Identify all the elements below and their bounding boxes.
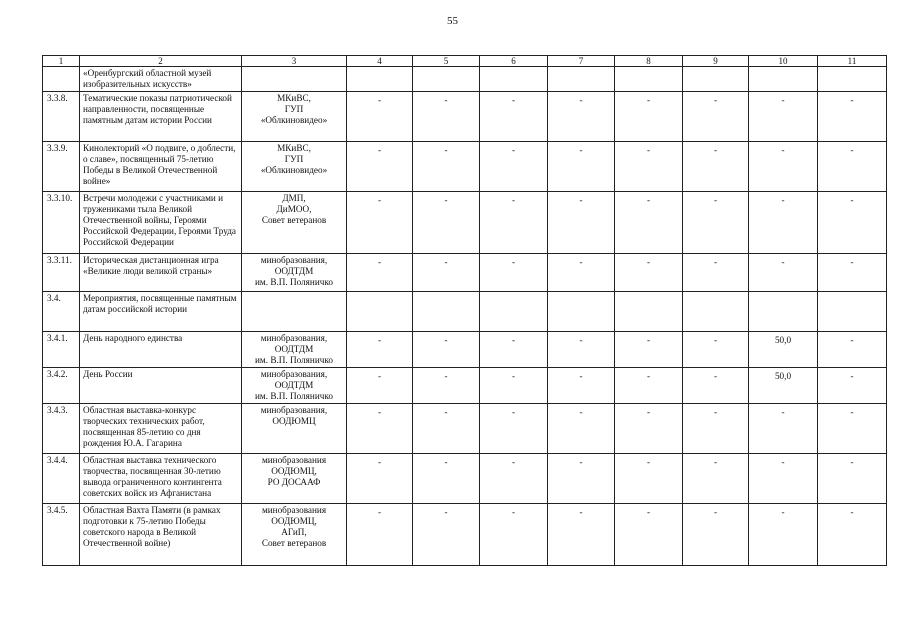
value-col-6: - bbox=[480, 332, 548, 368]
responsible: МКиВС, ГУП «Облкиновидео» bbox=[242, 142, 347, 192]
value-col-9: - bbox=[683, 404, 749, 454]
value-col-11: - bbox=[818, 254, 887, 292]
value-col-10: - bbox=[749, 404, 818, 454]
responsible: МКиВС, ГУП «Облкиновидео» bbox=[242, 92, 347, 142]
value-col-7: - bbox=[548, 368, 615, 404]
value-col-6: - bbox=[480, 454, 548, 504]
value-col-7 bbox=[548, 67, 615, 92]
event-name: «Оренбургский областной музей изобразительных искусств» bbox=[80, 67, 242, 92]
value-col-7: - bbox=[548, 192, 615, 254]
value-col-10: 50,0 bbox=[749, 332, 818, 368]
row-number: 3.4.3. bbox=[43, 404, 80, 454]
value-col-10: - bbox=[749, 92, 818, 142]
responsible: минобразования, ООДТДМ им. В.П. Поляничко bbox=[242, 254, 347, 292]
value-col-6: - bbox=[480, 142, 548, 192]
value-col-8: - bbox=[615, 142, 683, 192]
value-col-9: - bbox=[683, 504, 749, 566]
row-number: 3.4.2. bbox=[43, 368, 80, 404]
header-col-2: 2 bbox=[80, 56, 242, 67]
header-col-9: 9 bbox=[683, 56, 749, 67]
value-col-8: - bbox=[615, 404, 683, 454]
value-col-4: - bbox=[347, 454, 413, 504]
value-col-11: - bbox=[818, 192, 887, 254]
value-col-7: - bbox=[548, 454, 615, 504]
value-col-11 bbox=[818, 67, 887, 92]
event-name: Областная Вахта Памяти (в рамках подготовки к 75-летию Победы советского народа в Великой Отечественной войне) bbox=[80, 504, 242, 566]
table-row bbox=[43, 254, 887, 292]
event-name: Мероприятия, посвященные памятным датам российской истории bbox=[80, 292, 242, 332]
value-col-5 bbox=[413, 292, 480, 332]
row-number: 3.3.11. bbox=[43, 254, 80, 292]
responsible bbox=[242, 67, 347, 92]
event-name: Областная выставка технического творчества, посвященная 30-летию вывода ограниченного контингента советских войск из Афганистана bbox=[80, 454, 242, 504]
responsible: минобразования, ООДЮМЦ bbox=[242, 404, 347, 454]
value-col-10: 50,0 bbox=[749, 368, 818, 404]
value-col-5: - bbox=[413, 192, 480, 254]
value-col-10: - bbox=[749, 454, 818, 504]
page-number: 55 bbox=[447, 15, 458, 27]
table-row bbox=[43, 454, 887, 504]
value-col-8: - bbox=[615, 368, 683, 404]
table-row bbox=[43, 404, 887, 454]
value-col-4: - bbox=[347, 192, 413, 254]
row-number: 3.3.9. bbox=[43, 142, 80, 192]
value-col-7: - bbox=[548, 404, 615, 454]
header-col-7: 7 bbox=[548, 56, 615, 67]
value-col-9: - bbox=[683, 332, 749, 368]
value-col-8: - bbox=[615, 192, 683, 254]
responsible: минобразования, ООДТДМ им. В.П. Поляничко bbox=[242, 368, 347, 404]
value-col-8 bbox=[615, 67, 683, 92]
value-col-9: - bbox=[683, 192, 749, 254]
responsible: минобразования, ООДТДМ им. В.П. Поляничко bbox=[242, 332, 347, 368]
table-row bbox=[43, 192, 887, 254]
responsible: ДМП, ДиМОО, Совет ветеранов bbox=[242, 192, 347, 254]
value-col-5: - bbox=[413, 332, 480, 368]
event-name: Историческая дистанционная игра «Великие люди великой страны» bbox=[80, 254, 242, 292]
value-col-7: - bbox=[548, 504, 615, 566]
value-col-5: - bbox=[413, 92, 480, 142]
value-col-10: - bbox=[749, 192, 818, 254]
header-col-5: 5 bbox=[413, 56, 480, 67]
table-row bbox=[43, 92, 887, 142]
value-col-11 bbox=[818, 292, 887, 332]
header-col-8: 8 bbox=[615, 56, 683, 67]
responsible bbox=[242, 292, 347, 332]
row-number: 3.4.5. bbox=[43, 504, 80, 566]
table-row bbox=[43, 332, 887, 368]
value-col-9 bbox=[683, 292, 749, 332]
table-row bbox=[43, 292, 887, 332]
value-col-10: - bbox=[749, 504, 818, 566]
table-row bbox=[43, 67, 887, 92]
header-col-6: 6 bbox=[480, 56, 548, 67]
value-col-4: - bbox=[347, 368, 413, 404]
header-row bbox=[43, 56, 887, 67]
value-col-5: - bbox=[413, 254, 480, 292]
value-col-5: - bbox=[413, 404, 480, 454]
event-name: Встречи молодежи с участниками и тружениками тыла Великой Отечественной войны, Героями Российской Федерации, Героями Труда Российской Федерации bbox=[80, 192, 242, 254]
value-col-7 bbox=[548, 292, 615, 332]
row-number: 3.4.4. bbox=[43, 454, 80, 504]
value-col-9: - bbox=[683, 254, 749, 292]
row-number bbox=[43, 67, 80, 92]
value-col-8: - bbox=[615, 254, 683, 292]
table-row bbox=[43, 142, 887, 192]
table-row bbox=[43, 368, 887, 404]
value-col-9: - bbox=[683, 142, 749, 192]
value-col-8: - bbox=[615, 92, 683, 142]
value-col-5 bbox=[413, 67, 480, 92]
value-col-11: - bbox=[818, 368, 887, 404]
value-col-4: - bbox=[347, 92, 413, 142]
event-name: День народного единства bbox=[80, 332, 242, 368]
event-name: Кинолекторий «О подвиге, о доблести, о славе», посвященный 75-летию Победы в Великой Отечественной войне» bbox=[80, 142, 242, 192]
header-col-10: 10 bbox=[749, 56, 818, 67]
value-col-8: - bbox=[615, 332, 683, 368]
value-col-10: - bbox=[749, 254, 818, 292]
header-col-11: 11 bbox=[818, 56, 887, 67]
value-col-4: - bbox=[347, 332, 413, 368]
value-col-6: - bbox=[480, 192, 548, 254]
row-number: 3.4.1. bbox=[43, 332, 80, 368]
value-col-7: - bbox=[548, 332, 615, 368]
header-col-1: 1 bbox=[43, 56, 80, 67]
value-col-6: - bbox=[480, 254, 548, 292]
value-col-8: - bbox=[615, 504, 683, 566]
value-col-10 bbox=[749, 292, 818, 332]
value-col-11: - bbox=[818, 404, 887, 454]
value-col-5: - bbox=[413, 454, 480, 504]
value-col-6: - bbox=[480, 368, 548, 404]
responsible: минобразования ООДЮМЦ, РО ДОСААФ bbox=[242, 454, 347, 504]
value-col-11: - bbox=[818, 504, 887, 566]
event-name: День России bbox=[80, 368, 242, 404]
value-col-7: - bbox=[548, 254, 615, 292]
value-col-7: - bbox=[548, 142, 615, 192]
table-row bbox=[43, 504, 887, 566]
plan-table bbox=[42, 55, 887, 566]
value-col-5: - bbox=[413, 142, 480, 192]
value-col-9: - bbox=[683, 92, 749, 142]
header-col-4: 4 bbox=[347, 56, 413, 67]
value-col-6: - bbox=[480, 92, 548, 142]
value-col-9: - bbox=[683, 454, 749, 504]
row-number: 3.3.8. bbox=[43, 92, 80, 142]
responsible: минобразования ООДЮМЦ, АГиП, Совет ветеранов bbox=[242, 504, 347, 566]
value-col-10: - bbox=[749, 142, 818, 192]
value-col-5: - bbox=[413, 504, 480, 566]
value-col-6 bbox=[480, 67, 548, 92]
value-col-5: - bbox=[413, 368, 480, 404]
event-name: Областная выставка-конкурс творческих технических работ, посвященная 85-летию со дня рождения Ю.А. Гагарина bbox=[80, 404, 242, 454]
value-col-11: - bbox=[818, 332, 887, 368]
value-col-4 bbox=[347, 67, 413, 92]
value-col-6 bbox=[480, 292, 548, 332]
row-number: 3.4. bbox=[43, 292, 80, 332]
value-col-6: - bbox=[480, 404, 548, 454]
header-col-3: 3 bbox=[242, 56, 347, 67]
value-col-6: - bbox=[480, 504, 548, 566]
value-col-4: - bbox=[347, 404, 413, 454]
value-col-11: - bbox=[818, 92, 887, 142]
value-col-7: - bbox=[548, 92, 615, 142]
value-col-10 bbox=[749, 67, 818, 92]
value-col-8 bbox=[615, 292, 683, 332]
value-col-8: - bbox=[615, 454, 683, 504]
row-number: 3.3.10. bbox=[43, 192, 80, 254]
value-col-11: - bbox=[818, 454, 887, 504]
value-col-4 bbox=[347, 292, 413, 332]
value-col-11: - bbox=[818, 142, 887, 192]
event-name: Тематические показы патриотической направленности, посвященные памятным датам истории России bbox=[80, 92, 242, 142]
value-col-4: - bbox=[347, 142, 413, 192]
value-col-9 bbox=[683, 67, 749, 92]
value-col-4: - bbox=[347, 254, 413, 292]
value-col-9: - bbox=[683, 368, 749, 404]
value-col-4: - bbox=[347, 504, 413, 566]
